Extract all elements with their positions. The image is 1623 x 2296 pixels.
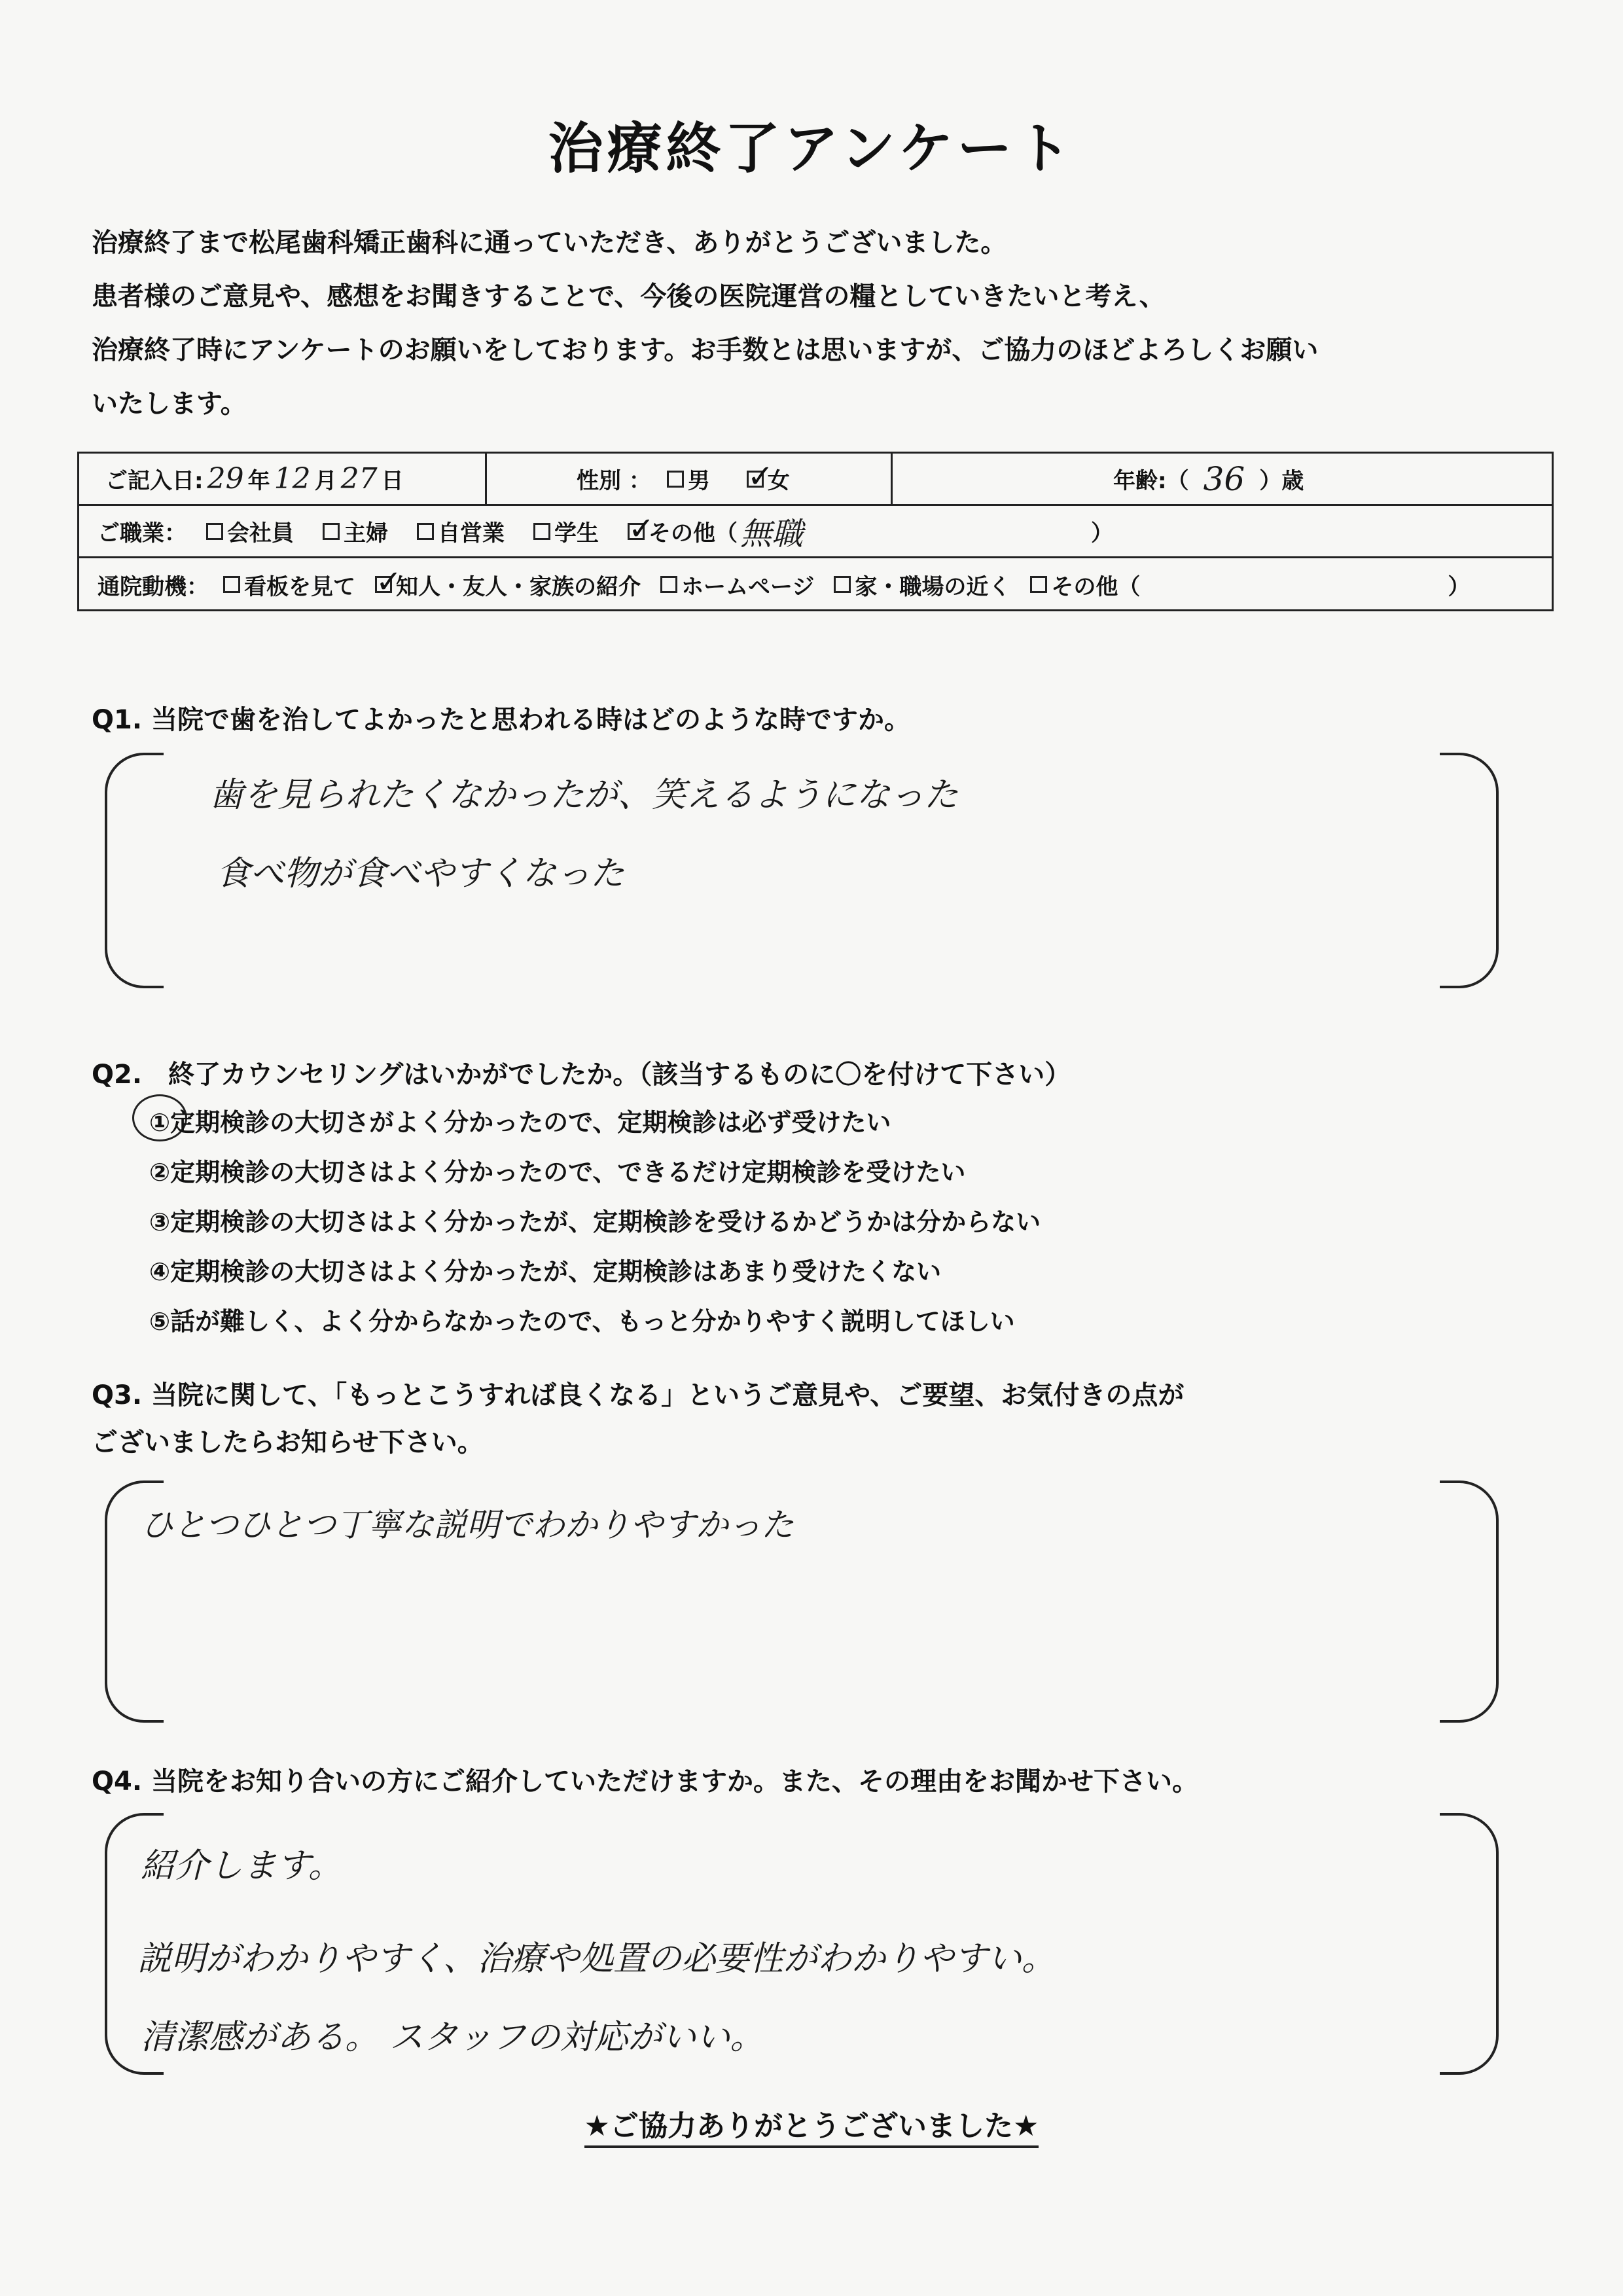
q3-question-line1: Q3. 当院に関して、「もっとこうすれば良くなる」というご意見や、ご要望、お気付きの点が	[92, 1380, 1185, 1410]
q2-option-2[interactable]: ②定期検診の大切さはよく分かったので、できるだけ定期検診を受けたい	[149, 1158, 966, 1187]
date-day[interactable]: 27	[340, 462, 378, 495]
intro-line: 患者様のご意見や、感想をお聞きすることで、今後の医院運営の糧としていきたいと考え、	[92, 281, 1166, 312]
q2-question: Q2. 終了カウンセリングはいかがでしたか。（該当するものに〇を付けて下さい）	[92, 1060, 1071, 1090]
intro-line: いたします。	[92, 389, 247, 419]
motive-option-checkbox[interactable]	[660, 576, 677, 593]
job-other-checkbox[interactable]	[628, 523, 645, 540]
info-row-motive	[79, 558, 1552, 611]
motive-option-label: 知人・友人・家族の紹介	[396, 573, 641, 600]
date-label: ご記入日:	[105, 468, 204, 494]
job-other-label: その他（	[649, 520, 738, 547]
date-month[interactable]: 12	[274, 462, 311, 495]
page-title: 治療終了アンケート	[548, 117, 1075, 181]
motive-other-label: その他（	[1051, 573, 1141, 600]
motive-field	[98, 558, 1470, 611]
job-option-checkbox[interactable]	[323, 523, 340, 540]
job-option-label: 学生	[554, 520, 599, 547]
q1-question: Q1. 当院で歯を治してよかったと思われる時はどのような時ですか。	[92, 705, 910, 735]
q4-question: Q4. 当院をお知り合いの方にご紹介していただけますか。また、その理由をお聞かせ下さい。	[92, 1767, 1198, 1797]
year-unit: 年	[247, 468, 270, 494]
job-close-paren: ）	[1091, 520, 1114, 547]
motive-option-label: ホームページ	[681, 573, 815, 600]
gender-field	[577, 454, 790, 504]
gender-label: 性別 ：	[577, 468, 651, 494]
job-option-checkbox[interactable]	[417, 523, 434, 540]
q2-option-5[interactable]: ⑤話が難しく、よく分からなかったので、もっと分かりやすく説明してほしい	[149, 1307, 1015, 1336]
motive-option-checkbox[interactable]	[834, 576, 851, 593]
info-row-date-gender-age	[79, 454, 1552, 506]
job-option-label: 会社員	[227, 520, 294, 547]
motive-close-paren: ）	[1448, 573, 1471, 600]
q1-answer-line[interactable]: 歯を見られたくなかったが、笑えるようになった	[209, 776, 959, 815]
q1-answer-line[interactable]: 食べ物が食べやすくなった	[216, 854, 625, 893]
closing-thanks-text: ★ご協力ありがとうございました★	[584, 2109, 1039, 2148]
month-unit: 月	[314, 468, 337, 494]
job-other-value[interactable]: 無職	[740, 516, 804, 552]
q3-question-line2: ございましたらお知らせ下さい。	[92, 1427, 484, 1458]
q4-bracket-right	[1440, 1813, 1499, 2075]
gender-female-checkbox[interactable]	[747, 471, 764, 488]
occupation-label: ご職業：	[98, 520, 187, 547]
motive-option-checkbox[interactable]	[375, 576, 392, 593]
date-year[interactable]: 29	[207, 462, 244, 495]
gender-male-checkbox[interactable]	[667, 471, 684, 488]
date-field	[105, 454, 404, 504]
motive-option-label: 看板を見て	[244, 573, 355, 600]
motive-option-checkbox[interactable]	[223, 576, 240, 593]
gender-female-label: 女	[767, 468, 790, 494]
age-unit: ）歳	[1259, 468, 1304, 494]
info-row-occupation	[79, 506, 1552, 558]
q3-bracket-right	[1440, 1480, 1499, 1723]
job-option-checkbox[interactable]	[533, 523, 550, 540]
intro-text	[92, 216, 1531, 431]
occupation-field	[98, 506, 1113, 556]
q1-bracket-right	[1440, 753, 1499, 988]
job-option-checkbox[interactable]	[206, 523, 223, 540]
job-option-label: 主婦	[344, 520, 388, 547]
respondent-info-table	[77, 452, 1554, 611]
q2-option-1[interactable]: ①定期検診の大切さがよく分かったので、定期検診は必ず受けたい	[149, 1108, 891, 1137]
intro-line: 治療終了時にアンケートのお願いをしております。お手数とは思いますが、ご協力のほどよろしくお願い	[92, 335, 1319, 365]
closing-thanks	[0, 2102, 1623, 2144]
q3-answer-line[interactable]: ひとつひとつ丁寧な説明でわかりやすかった	[141, 1506, 794, 1544]
q2-option-3[interactable]: ③定期検診の大切さはよく分かったが、定期検診を受けるかどうかは分からない	[149, 1208, 1041, 1236]
intro-line: 治療終了まで松尾歯科矯正歯科に通っていただき、ありがとうございました。	[92, 228, 1007, 258]
gender-male-label: 男	[687, 468, 710, 494]
age-value[interactable]: 36	[1203, 459, 1245, 498]
age-label: 年齢:（	[1113, 468, 1189, 494]
q4-answer-line[interactable]: 紹介します。	[141, 1846, 342, 1886]
q2-option-4[interactable]: ④定期検診の大切さはよく分かったが、定期検診はあまり受けたくない	[149, 1257, 942, 1286]
motive-other-checkbox[interactable]	[1030, 576, 1047, 593]
motive-option-label: 家・職場の近く	[855, 573, 1011, 600]
day-unit: 日	[381, 468, 404, 494]
age-field	[1113, 454, 1304, 504]
q1-bracket-left	[105, 753, 164, 988]
motive-label: 通院動機：	[98, 573, 209, 600]
q4-answer-line[interactable]: 清潔感がある。 スタッフの対応がいい。	[141, 2018, 764, 2057]
job-option-label: 自営業	[438, 520, 505, 547]
q4-answer-line[interactable]: 説明がわかりやすく、治療や処置の必要性がわかりやすい。	[137, 1939, 1056, 1979]
